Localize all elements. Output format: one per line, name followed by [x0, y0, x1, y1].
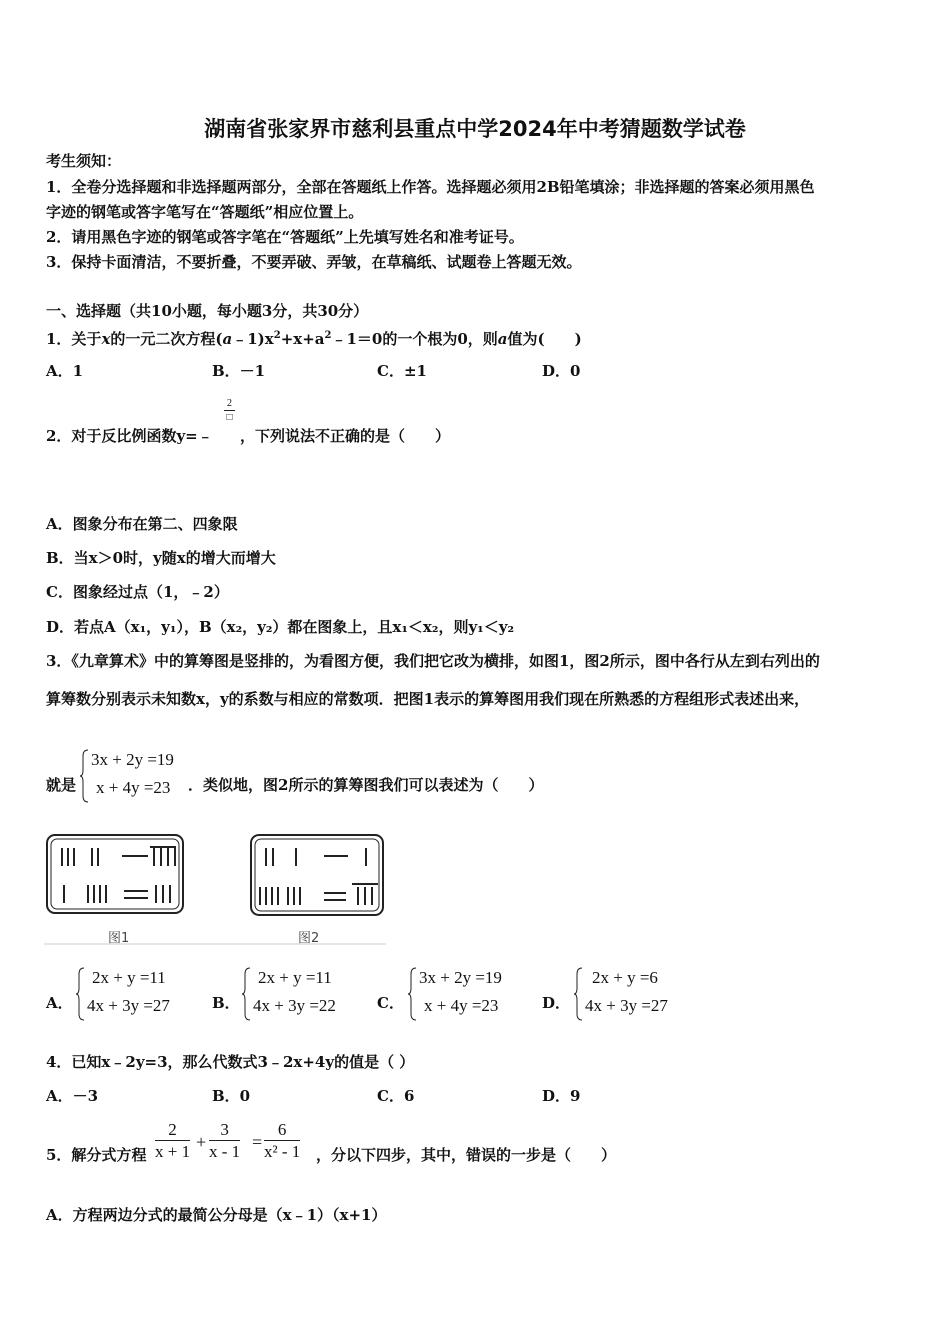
q1-option-c[interactable]: C．±1	[377, 362, 427, 380]
brace-icon	[242, 966, 252, 1022]
q4-option-a[interactable]: A．－3	[46, 1087, 99, 1105]
q1-option-d[interactable]: D．0	[542, 362, 581, 380]
notice-line-2: 2．请用黑色字迹的钢笔或答字笔在“答题纸”上先填写姓名和准考证号。	[46, 228, 524, 246]
q3-option-d-system[interactable]: 2x + y =6 4x + 3y =27	[574, 966, 694, 1022]
q3-option-d-label[interactable]: D．	[542, 994, 571, 1012]
q1-option-a[interactable]: A．1	[46, 362, 84, 380]
counting-rod-figures	[44, 830, 386, 948]
question-2-tail: ，下列说法不正确的是（ ）	[240, 427, 451, 445]
q2-option-b[interactable]: B．当x＞0时，y随x的增大而增大	[46, 549, 276, 567]
q3-option-c-system[interactable]: 3x + 2y =19 x + 4y =23	[408, 966, 528, 1022]
brace-icon	[408, 966, 418, 1022]
section-heading: 一、选择题（共10小题，每小题3分，共30分）	[46, 302, 369, 320]
q4-option-d[interactable]: D．9	[542, 1087, 581, 1105]
question-3-tail: ．类似地，图2所示的算筹图我们可以表述为（ ）	[188, 776, 544, 794]
notice-line-3: 3．保持卡面清洁，不要折叠，不要弄破、弄皱，在草稿纸、试题卷上答题无效。	[46, 253, 582, 271]
q2-option-d[interactable]: D．若点A（x₁，y₁），B（x₂，y₂）都在图象上，且x₁＜x₂，则y₁＜y₂	[46, 618, 515, 636]
q3-option-c-label[interactable]: C．	[377, 994, 404, 1012]
figure-2	[251, 835, 383, 915]
question-3-lead: 就是	[46, 776, 77, 794]
q5-fraction-3: $\frac{6}{\text{x² - 1}}$	[264, 1120, 301, 1161]
question-2-stem: 2．对于反比例函数y=﹣	[46, 427, 213, 445]
brace-icon	[76, 966, 86, 1022]
notice-line-1: 1．全卷分选择题和非选择题两部分，全部在答题纸上作答。选择题必须用2B铅笔填涂；非选择题的答案必须用黑色	[46, 178, 815, 196]
question-3-line-2: 算筹数分别表示未知数x，y的系数与相应的常数项．把图1表示的算筹图用我们现在所熟悉的方程组形式表述出来，	[46, 690, 810, 708]
q2-fraction: 2 □	[224, 398, 235, 425]
q3-option-a-label[interactable]: A．	[46, 994, 73, 1012]
page-title: 湖南省张家界市慈利县重点中学2024年中考猜题数学试卷	[204, 117, 746, 141]
q2-option-c[interactable]: C．图象经过点（1，﹣2）	[46, 583, 229, 601]
q3-option-b-label[interactable]: B．	[212, 994, 240, 1012]
question-5-tail: ，分以下四步，其中，错误的一步是（ ）	[316, 1146, 617, 1164]
figure-2-label: 图2	[298, 931, 320, 946]
question-5-stem: 5．解分式方程	[46, 1146, 147, 1164]
brace-icon	[80, 748, 90, 804]
q5-fraction-2: $\frac{3}{x - 1}$	[209, 1120, 241, 1161]
q1-option-b[interactable]: B．－1	[212, 362, 266, 380]
q5-fraction-1: $\frac{2}{x + 1}$	[155, 1120, 191, 1161]
q5-option-a[interactable]: A．方程两边分式的最简公分母是（x﹣1）（x+1）	[46, 1206, 387, 1224]
notice-heading: 考生须知：	[46, 152, 122, 170]
brace-icon	[574, 966, 584, 1022]
question-4: 4．已知x﹣2y=3，那么代数式3﹣2x+4y的值是（ ）	[46, 1053, 415, 1071]
figure-1-label: 图1	[108, 931, 130, 946]
notice-line-1b: 字迹的钢笔或答字笔写在“答题纸”相应位置上。	[46, 203, 364, 221]
question-3-line-1: 3．《九章算术》中的算筹图是竖排的，为看图方便，我们把它改为横排，如图1，图2所示，图中各行从左到右列出的	[46, 652, 820, 670]
q4-option-c[interactable]: C．6	[377, 1087, 415, 1105]
q5-equals: =	[252, 1132, 263, 1152]
q3-option-b-system[interactable]: 2x + y =11 4x + 3y =22	[242, 966, 362, 1022]
figure-1	[47, 835, 183, 913]
q3-equation-system: 3x + 2y =19 x + 4y =23	[80, 748, 200, 804]
q5-plus: +	[196, 1132, 207, 1152]
question-1: 1．关于x的一元二次方程$(a﹣1)x^2+x+a^2﹣1=0$的一个根为0，则a值为( )	[46, 330, 582, 348]
q2-option-a[interactable]: A．图象分布在第二、四象限	[46, 515, 238, 533]
q4-option-b[interactable]: B．0	[212, 1087, 251, 1105]
q3-option-a-system[interactable]: 2x + y =11 4x + 3y =27	[76, 966, 196, 1022]
